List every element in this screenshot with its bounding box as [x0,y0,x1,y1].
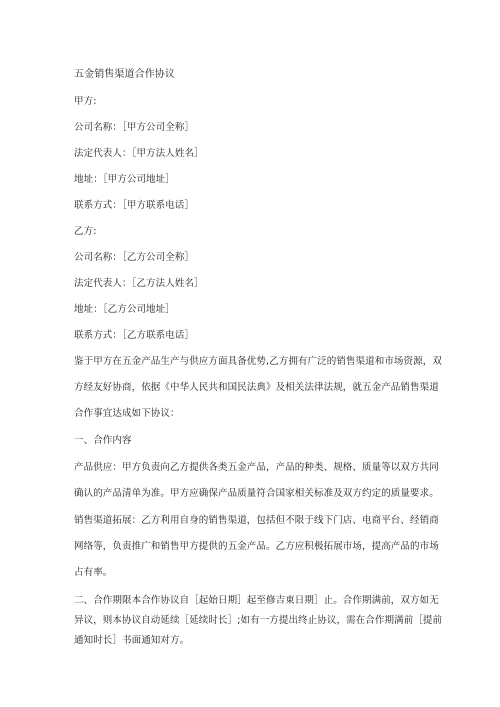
party-b-company: 公司名称：［乙方公司全称］ [74,252,195,263]
channel-paragraph-line: 销售渠道拓展：乙方利用自身的销售渠道，包括但不限于线下门店、电商平台、经销商 [74,515,439,526]
channel-paragraph-line: 网络等，负责推广和销售甲方提供的五金产品。乙方应积极拓展市场，提高产品的市场 [74,541,439,552]
supply-paragraph-line: 确认的产品清单为准。甲方应确保产品质量符合国家相关标准及双方约定的质量要求。 [74,488,439,499]
party-b-contact: 联系方式：［乙方联系电话］ [74,330,195,341]
section-2-line: 通知时长］书面通知对方。 [74,635,190,646]
supply-paragraph-line: 产品供应：甲方负责向乙方提供各类五金产品，产品的种类、规格、质量等以双方共同 [74,462,439,473]
party-b-representative: 法定代表人：［乙方法人姓名］ [74,278,204,289]
party-a-representative: 法定代表人：［甲方法人姓名］ [74,148,204,159]
preamble-line: 鉴于甲方在五金产品生产与供应方面具备优势,乙方拥有广泛的销售渠道和市场资源，双 [74,356,442,367]
section-1-heading: 一、合作内容 [74,435,132,446]
document-title: 五金销售渠道合作协议 [74,69,175,80]
party-a-address: 地址：［甲方公司地址］ [74,174,175,185]
preamble-line: 合作事宜达成如下协议： [74,408,180,419]
section-2-line: 异议，则本协议自动延续［延续时长］;如有一方提出终止协议，需在合作期满前［提前 [74,615,443,626]
party-a-label: 甲方: [74,96,97,107]
party-a-contact: 联系方式：［甲方联系电话］ [74,200,195,211]
party-b-address: 地址：［乙方公司地址］ [74,304,175,315]
party-a-company: 公司名称：［甲方公司全称］ [74,122,195,133]
channel-paragraph-line: 占有率。 [74,567,113,578]
section-2-line: 二、合作期限本合作协议自［起始日期］起至修吉東日期］止。合作期满前，双方如无 [74,595,439,606]
preamble-line: 方经友好协商，依据《中华人民共和国民法典》及相关法律法规，就五金产品销售渠道 [74,382,439,393]
party-b-label: 乙方: [74,226,97,237]
